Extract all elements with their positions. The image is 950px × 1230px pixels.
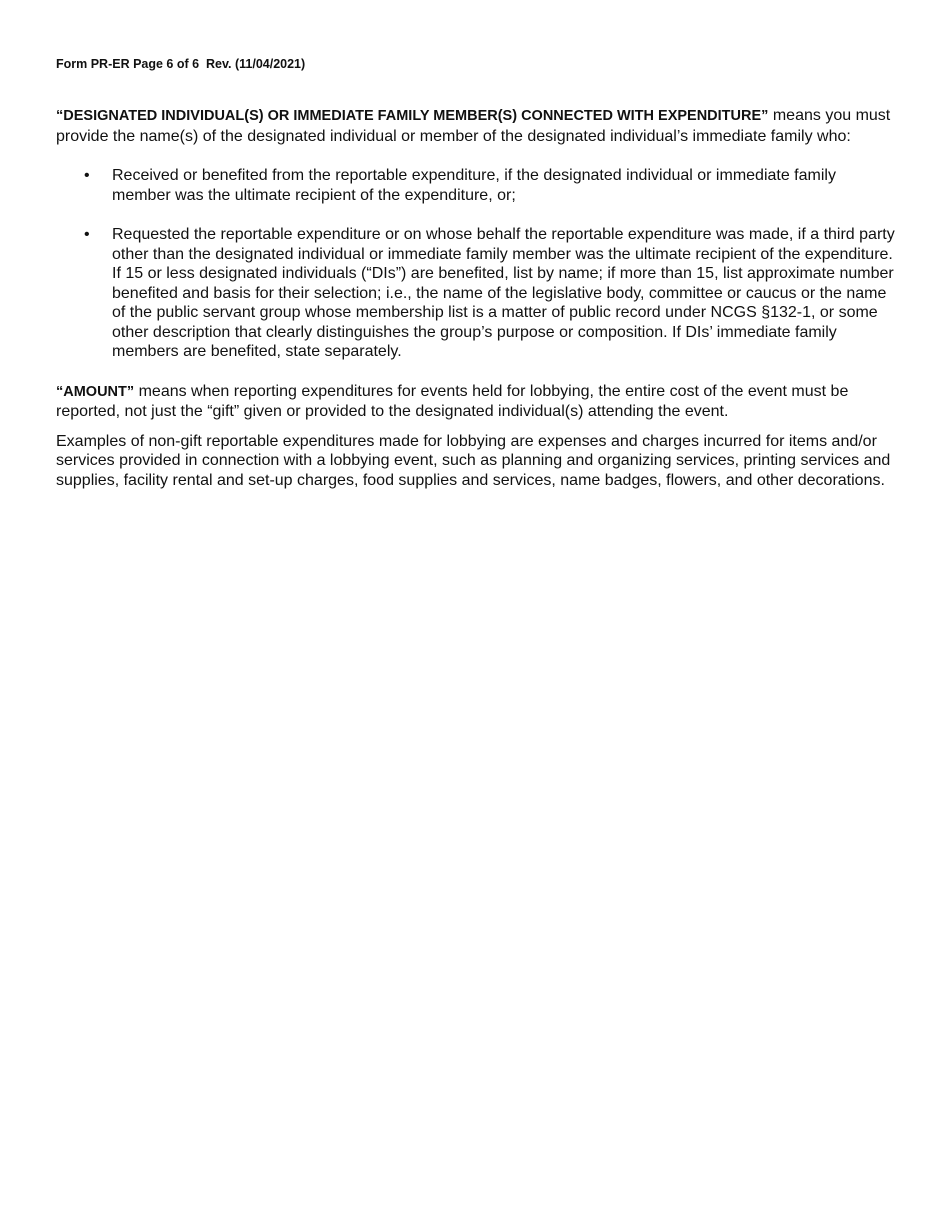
examples-paragraph: Examples of non-gift reportable expenditures made for lobbying are expenses and charges incurred for items and/or services provided in connection with a lobbying event, such as planning and organizing services, printing services and supplies, facility rental and set-up charges, food supplies and services, name badges, flowers, and other decorations. [56, 432, 891, 489]
designated-individual-definition [56, 106, 896, 146]
designated-individual-term: “DESIGNATED INDIVIDUAL(S) OR IMMEDIATE FAMILY MEMBER(S) CONNECTED WITH EXPENDITURE” [56, 108, 769, 124]
document-page [56, 56, 896, 490]
amount-text: means when reporting expenditures for events held for lobbying, the entire cost of the event must be reported, not just the “gift” given or provided to the designated individual(s) attending the event. [56, 382, 849, 420]
bullet-icon: • [84, 167, 90, 184]
list-item-text: Received or benefited from the reportable expenditure, if the designated individual or immediate family member was the ultimate recipient of the expenditure, or; [112, 167, 836, 204]
amount-term: “AMOUNT” [56, 383, 135, 400]
list-item [56, 225, 896, 362]
criteria-list [56, 166, 896, 362]
amount-definition [56, 382, 896, 422]
list-item-text: Requested the reportable expenditure or on whose behalf the reportable expenditure was made, if a third party other than the designated individual or immediate family member was the ultimate recipient of the expenditure. If 15 or less designated individuals (“DIs”) are benefited, list by name; if more than 15, list approximate number benefited and basis for their selection; i.e., the name of the legislative body, committee or caucus or the name of the public servant group whose membership list is a matter of public record under NCGS §132-1, or some other description that clearly distinguishes the group’s purpose or composition. If DIs’ immediate family members are benefited, state separately. [112, 226, 895, 360]
list-item [56, 166, 896, 205]
designated-individual-text: means you must provide the name(s) of the designated individual or member of the designated individual’s immediate family who: [56, 107, 891, 145]
bullet-icon: • [84, 226, 90, 243]
form-header: Form PR-ER Page 6 of 6 Rev. (11/04/2021) [56, 57, 306, 71]
